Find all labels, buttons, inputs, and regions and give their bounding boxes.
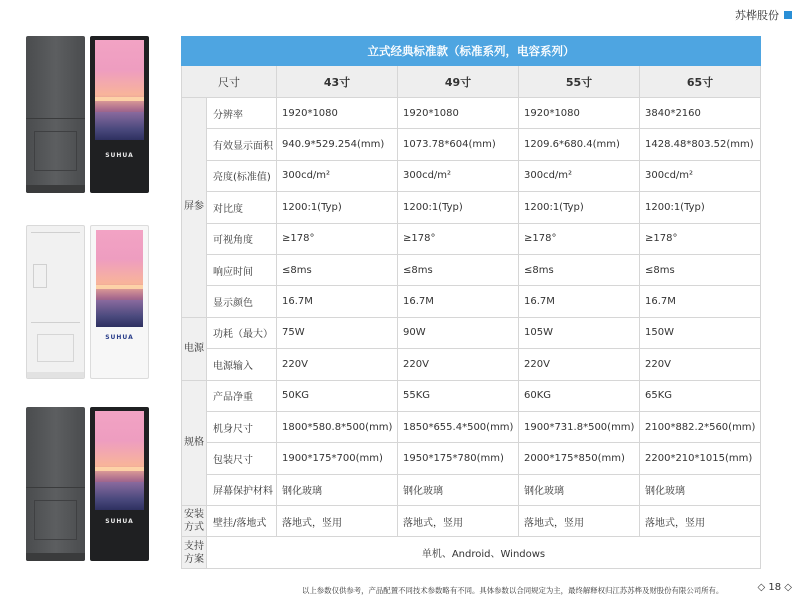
size-header-49: 49寸 [398,66,519,98]
cell-value: 1200:1(Typ) [398,192,519,223]
cell-value: 1950*175*780(mm) [398,443,519,474]
cell-value: 1200:1(Typ) [519,192,640,223]
table-row [182,98,761,129]
table-row [182,443,761,474]
cell-value: 65KG [640,380,761,411]
table-row [182,254,761,285]
category-install: 安装方式 [182,506,207,537]
cell-value: ≤8ms [640,254,761,285]
row-label: 有效显示面积 [207,129,277,160]
cell-value: 1900*731.8*500(mm) [519,411,640,442]
table-row [182,537,761,568]
table-row [182,349,761,380]
cell-value: 1073.78*604(mm) [398,129,519,160]
category-power: 电源 [182,317,207,380]
cell-value: 220V [519,349,640,380]
cell-value: 300cd/m² [277,160,398,191]
row-label: 包装尺寸 [207,443,277,474]
cell-value: ≥178° [519,223,640,254]
cell-value: 1200:1(Typ) [640,192,761,223]
category-support: 支持方案 [182,537,207,568]
product-logo: SUHUA [105,334,134,341]
size-header-65: 65寸 [640,66,761,98]
kiosk-back-white-image [26,225,85,379]
cell-value: 150W [640,317,761,348]
cell-value: ≥178° [398,223,519,254]
cell-value: 300cd/m² [519,160,640,191]
cell-value: 钢化玻璃 [277,474,398,505]
cell-value: ≤8ms [277,254,398,285]
brand-name: 苏桦股份 [735,9,779,22]
cell-value: 300cd/m² [640,160,761,191]
cell-value: 90W [398,317,519,348]
table-title: 立式经典标准款（标准系列，电容系列） [182,37,761,66]
cell-value: 50KG [277,380,398,411]
size-header-55: 55寸 [519,66,640,98]
cell-value: 1920*1080 [519,98,640,129]
spec-table [181,36,761,569]
row-label: 机身尺寸 [207,411,277,442]
table-row [182,317,761,348]
cell-value: 1850*655.4*500(mm) [398,411,519,442]
row-label: 对比度 [207,192,277,223]
row-label: 响应时间 [207,254,277,285]
cell-value: 16.7M [640,286,761,317]
kiosk-front-white-image [90,225,149,379]
cell-value: 16.7M [398,286,519,317]
table-row [182,380,761,411]
table-row [182,160,761,191]
row-label: 产品净重 [207,380,277,411]
brand-header [735,7,792,23]
table-row [182,506,761,537]
cell-value: 105W [519,317,640,348]
cell-value: 16.7M [519,286,640,317]
cell-value: 落地式，竖用 [398,506,519,537]
cell-value: 钢化玻璃 [640,474,761,505]
product-logo: SUHUA [105,152,134,159]
cell-value: 落地式，竖用 [640,506,761,537]
cell-value: 1209.6*680.4(mm) [519,129,640,160]
category-spec: 规格 [182,380,207,506]
row-label: 壁挂/落地式 [207,506,277,537]
row-label: 亮度(标准值) [207,160,277,191]
cell-value: 2100*882.2*560(mm) [640,411,761,442]
cell-value: 55KG [398,380,519,411]
kiosk-back-dark-image [26,36,85,193]
kiosk-front-dark-image [90,36,149,193]
cell-value: 1200:1(Typ) [277,192,398,223]
support-value: 单机、Android、Windows [207,537,761,568]
kiosk-front-dark-image-2 [90,407,149,561]
cell-value: 220V [398,349,519,380]
cell-value: 300cd/m² [398,160,519,191]
table-row [182,411,761,442]
cell-value: 1900*175*700(mm) [277,443,398,474]
row-label: 分辨率 [207,98,277,129]
cell-value: 220V [277,349,398,380]
cell-value: 60KG [519,380,640,411]
cell-value: 钢化玻璃 [398,474,519,505]
cell-value: 220V [640,349,761,380]
cell-value: 2200*210*1015(mm) [640,443,761,474]
row-label: 屏幕保护材料 [207,474,277,505]
category-screen: 屏参 [182,98,207,318]
row-label: 电源输入 [207,349,277,380]
row-label: 功耗（最大） [207,317,277,348]
table-row [182,129,761,160]
table-row [182,474,761,505]
cell-value: 1428.48*803.52(mm) [640,129,761,160]
cell-value: ≥178° [277,223,398,254]
footnote: 以上参数仅供参考，产品配置不同技术参数略有不同。具体参数以合同规定为主，最终解释权归江苏苏桦及财股份有限公司所有。 [302,586,724,595]
cell-value: 3840*2160 [640,98,761,129]
cell-value: 75W [277,317,398,348]
cell-value: 16.7M [277,286,398,317]
product-logo: SUHUA [105,518,134,525]
cell-value: 1920*1080 [398,98,519,129]
cell-value: 1800*580.8*500(mm) [277,411,398,442]
cell-value: 2000*175*850(mm) [519,443,640,474]
cell-value: 落地式，竖用 [519,506,640,537]
row-label: 可视角度 [207,223,277,254]
row-label: 显示颜色 [207,286,277,317]
cell-value: 940.9*529.254(mm) [277,129,398,160]
cell-value: ≥178° [640,223,761,254]
table-row [182,286,761,317]
page-number: ◇ 18 ◇ [757,582,792,593]
cell-value: 1920*1080 [277,98,398,129]
cell-value: 落地式，竖用 [277,506,398,537]
size-header-label: 尺寸 [182,66,277,98]
table-row [182,223,761,254]
size-header-43: 43寸 [277,66,398,98]
cell-value: 钢化玻璃 [519,474,640,505]
cell-value: ≤8ms [398,254,519,285]
cell-value: ≤8ms [519,254,640,285]
kiosk-back-dark-image-2 [26,407,85,561]
brand-square-icon [784,11,792,19]
table-row [182,192,761,223]
